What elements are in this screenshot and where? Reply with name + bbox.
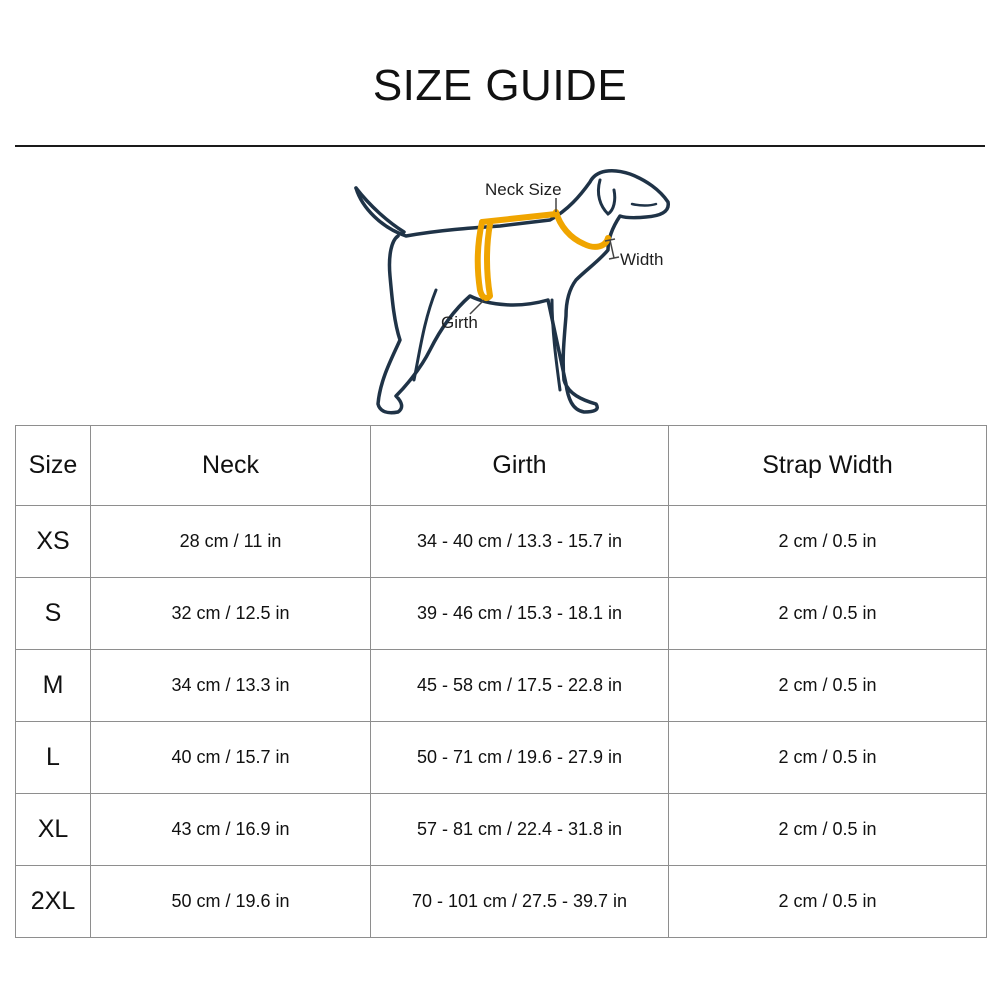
table-row [16, 794, 987, 866]
size-cell: XL [16, 794, 91, 866]
strap-width-cell: 2 cm / 0.5 in [669, 578, 987, 650]
dog-back-leg [414, 290, 436, 380]
table-row [16, 722, 987, 794]
harness-girth-strap [478, 222, 490, 298]
header-neck: Neck [91, 426, 371, 506]
girth-cell: 45 - 58 cm / 17.5 - 22.8 in [371, 650, 669, 722]
girth-cell: 39 - 46 cm / 15.3 - 18.1 in [371, 578, 669, 650]
dog-ear [598, 180, 614, 214]
title-divider [15, 145, 985, 147]
neck-cell: 28 cm / 11 in [91, 506, 371, 578]
neck-cell: 32 cm / 12.5 in [91, 578, 371, 650]
strap-width-cell: 2 cm / 0.5 in [669, 794, 987, 866]
size-cell: 2XL [16, 866, 91, 938]
dog-mouth [632, 204, 656, 206]
neck-cell: 50 cm / 19.6 in [91, 866, 371, 938]
size-table [15, 425, 987, 938]
girth-label: Girth [441, 313, 478, 332]
girth-cell: 70 - 101 cm / 27.5 - 39.7 in [371, 866, 669, 938]
table-header-row [16, 426, 987, 506]
neck-cell: 40 cm / 15.7 in [91, 722, 371, 794]
page-title: SIZE GUIDE [372, 61, 628, 110]
girth-leader-line [470, 300, 484, 314]
strap-width-cell: 2 cm / 0.5 in [669, 506, 987, 578]
size-cell: L [16, 722, 91, 794]
header-size: Size [16, 426, 91, 506]
table-row [16, 506, 987, 578]
strap-width-cell: 2 cm / 0.5 in [669, 866, 987, 938]
header-girth: Girth [371, 426, 669, 506]
dog-tail [356, 188, 404, 232]
table-row [16, 578, 987, 650]
table-row [16, 866, 987, 938]
header-strap-width: Strap Width [669, 426, 987, 506]
size-cell: M [16, 650, 91, 722]
girth-cell: 57 - 81 cm / 22.4 - 31.8 in [371, 794, 669, 866]
neck-size-label: Neck Size [485, 180, 562, 199]
strap-width-cell: 2 cm / 0.5 in [669, 650, 987, 722]
girth-cell: 50 - 71 cm / 19.6 - 27.9 in [371, 722, 669, 794]
harness-neck-strap [556, 212, 608, 247]
table-row [16, 650, 987, 722]
girth-cell: 34 - 40 cm / 13.3 - 15.7 in [371, 506, 669, 578]
strap-width-cell: 2 cm / 0.5 in [669, 722, 987, 794]
width-label: Width [620, 250, 664, 269]
neck-cell: 43 cm / 16.9 in [91, 794, 371, 866]
neck-cell: 34 cm / 13.3 in [91, 650, 371, 722]
size-cell: XS [16, 506, 91, 578]
dog-outline [356, 171, 668, 413]
size-cell: S [16, 578, 91, 650]
dog-measurement-diagram [340, 160, 680, 420]
